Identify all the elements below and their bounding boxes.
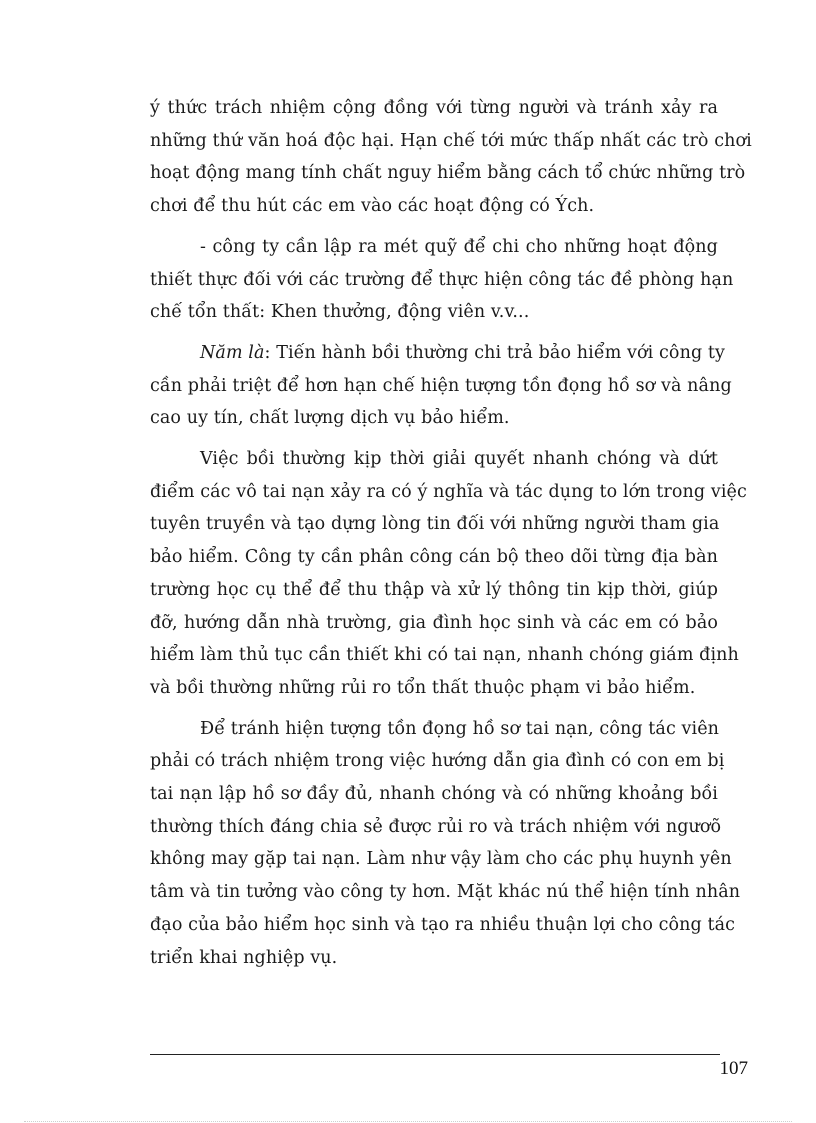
text-line: Việc bồi thường kịp thời giải quyết nhanh chóng và dứt xyxy=(200,449,718,470)
text-line: tâm và tin tưởng vào công ty hơn. Mặt khác nú thể hiện tính nhân xyxy=(150,882,741,903)
page-bottom-dotted-border xyxy=(24,1121,792,1122)
text-line: đạo của bảo hiểm học sinh và tạo ra nhiều thuận lợi cho công tác xyxy=(150,914,736,935)
italic-lead: Năm là xyxy=(200,342,265,363)
footer-rule xyxy=(150,1054,720,1055)
text-line: hiểm làm thủ tục cần thiết khi có tai nạn, nhanh chóng giám định xyxy=(150,645,739,666)
text-line: chơi để thu hút các em vào các hoạt động có Ých. xyxy=(150,196,595,217)
text-line: trường học cụ thể để thu thập và xử lý thông tin kịp thời, giúp xyxy=(150,579,718,600)
text-line: ý thức trách nhiệm cộng đồng với từng người và tránh xảy ra xyxy=(150,98,718,118)
text-line: thường thích đáng chia sẻ được rủi ro và trách nhiệm với ngươõ xyxy=(150,816,722,837)
text-line: cần phải triệt để hơn hạn chế hiện tượng tồn đọng hồ sơ và nâng xyxy=(150,375,732,396)
text-line: hoạt động mang tính chất nguy hiểm bằng cách tổ chức những trò xyxy=(150,163,746,184)
text-line: phải có trách nhiệm trong việc hướng dẫn gia đình có con em bị xyxy=(150,751,725,772)
text-line: điểm các vô tai nạn xảy ra có ý nghĩa và tác dụng to lớn trong việc xyxy=(150,481,747,502)
text-line: Để tránh hiện tượng tồn đọng hồ sơ tai nạn, công tác viên xyxy=(200,718,720,739)
text-line: cao uy tín, chất lượng dịch vụ bảo hiểm. xyxy=(150,408,510,429)
text-line xyxy=(150,337,726,370)
page-number: 107 xyxy=(719,1058,748,1079)
body-text xyxy=(150,92,752,974)
text-line: đỡ, hướng dẫn nhà trường, gia đình học sinh và các em có bảo xyxy=(150,612,718,633)
text-line: không may gặp tai nạn. Làm như vậy làm cho các phụ huynh yên xyxy=(150,849,732,870)
text-line: chế tổn thất: Khen thưởng, động viên v.v... xyxy=(150,302,530,323)
text-line: thiết thực đối với các trường để thực hiện công tác đề phòng hạn xyxy=(150,269,734,290)
text-line: tai nạn lập hồ sơ đầy đủ, nhanh chóng và có những khoảng bồi xyxy=(150,784,718,805)
text-line: và bồi thường những rủi ro tổn thất thuộc phạm vi bảo hiểm. xyxy=(150,677,696,698)
text-line: những thứ văn hoá độc hại. Hạn chế tới mức thấp nhất các trò chơi xyxy=(150,130,752,151)
text-line: - công ty cần lập ra mét quỹ để chi cho những hoạt động xyxy=(200,236,718,257)
text-fragment: : Tiến hành bồi thường chi trả bảo hiểm với công ty xyxy=(264,342,726,363)
text-line: tuyên truyền và tạo dựng lòng tin đối với những người tham gia xyxy=(150,514,720,535)
text-line: bảo hiểm. Công ty cần phân công cán bộ theo dõi từng địa bàn xyxy=(150,547,718,568)
text-line: triển khai nghiệp vụ. xyxy=(150,947,338,968)
